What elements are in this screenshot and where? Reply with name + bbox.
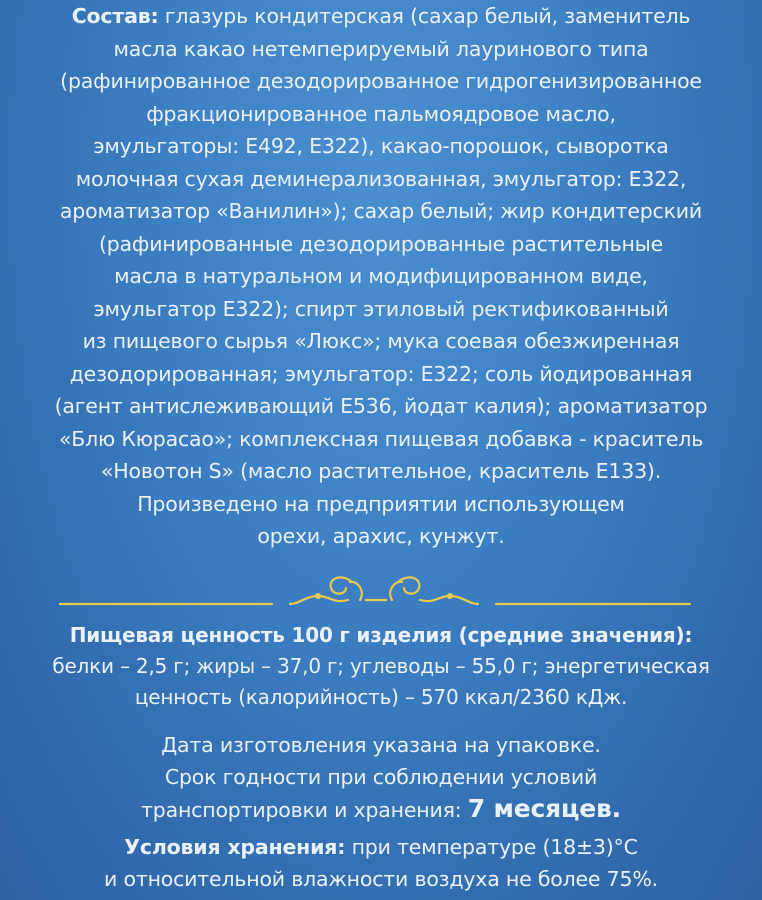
composition-line: Произведено на предприятии использующем [137, 491, 625, 516]
ornament-right-dot [447, 593, 453, 599]
ornament-left-hook [350, 582, 362, 600]
composition-first-line-text: глазурь кондитерская (сахар белый, заменитель [158, 4, 691, 28]
composition-line: масла в натуральном и модифицированном виде, [114, 264, 648, 288]
composition-line: фракционированное пальмоядровое масло, [146, 101, 616, 126]
shelf-life-value: 7 месяцев. [467, 794, 621, 823]
composition-line: «Новотон S» (масло растительное, краситель Е133). [100, 459, 662, 483]
shelf-life-line-2 [0, 793, 762, 827]
composition-line-1 [0, 0, 762, 33]
composition-line: эмульгаторы: Е492, Е322), какао-порошок, сыворотка [93, 134, 669, 158]
manufacture-date-note: Дата изготовления указана на упаковке. [161, 733, 601, 757]
nutrition-line-2: ценность (калорийность) – 570 ккал/2360 кДж. [134, 685, 628, 709]
nutrition-heading: Пищевая ценность 100 г изделия (средние значения): [69, 623, 693, 647]
ornament-left-dot [315, 593, 321, 599]
ornament-right-hook [390, 582, 402, 600]
storage-line-2: и относительной влажности воздуха не более 75%. [104, 867, 658, 891]
shelf-life-prefix: транспортировки и хранения: [141, 798, 468, 822]
storage-section [0, 831, 762, 895]
nutrition-line-1: белки – 2,5 г; жиры – 37,0 г; углеводы – 55,0 г; энергетическая [52, 654, 710, 678]
composition-line: молочная сухая деминерализованная, эмульгатор: Е322, [75, 166, 687, 191]
composition-line: (рафинированные дезодорированные растительные [98, 231, 664, 256]
nutrition-section [0, 620, 762, 713]
composition-line: из пищевого сырья «Люкс»; мука соевая обезжиренная [82, 329, 680, 353]
storage-label: Условия хранения: [124, 835, 346, 859]
storage-line-1 [0, 831, 762, 863]
composition-line: (агент антислеживающий Е536, йодат калия); ароматизатор [54, 394, 708, 418]
ornament-right-curl [398, 577, 419, 593]
composition-line: «Блю Кюрасао»; комплексная пищевая добавка - краситель [58, 426, 704, 451]
composition-line: эмульгатор Е322); спирт этиловый ректификованный [93, 296, 669, 321]
composition-line: ароматизатор «Ванилин»); сахар белый; жир кондитерский [59, 199, 703, 223]
composition-line: орехи, арахис, кунжут. [257, 524, 505, 548]
composition-line: дезодорированная; эмульгатор: Е322; соль йодированная [69, 361, 693, 386]
storage-temperature: при температуре (18±3)°С [345, 835, 638, 859]
shelf-life-line-1: Срок годности при соблюдении условий [164, 764, 598, 789]
scroll-ornament-icon [0, 552, 762, 622]
composition-line: масла какао нетемперируемый лауринового типа [113, 36, 649, 61]
ornament-left-curl [331, 577, 352, 593]
dates-section [0, 730, 762, 827]
composition-line: (рафинированное дезодорированное гидрогенизированное [60, 69, 702, 93]
composition-label: Состав: [71, 4, 159, 28]
